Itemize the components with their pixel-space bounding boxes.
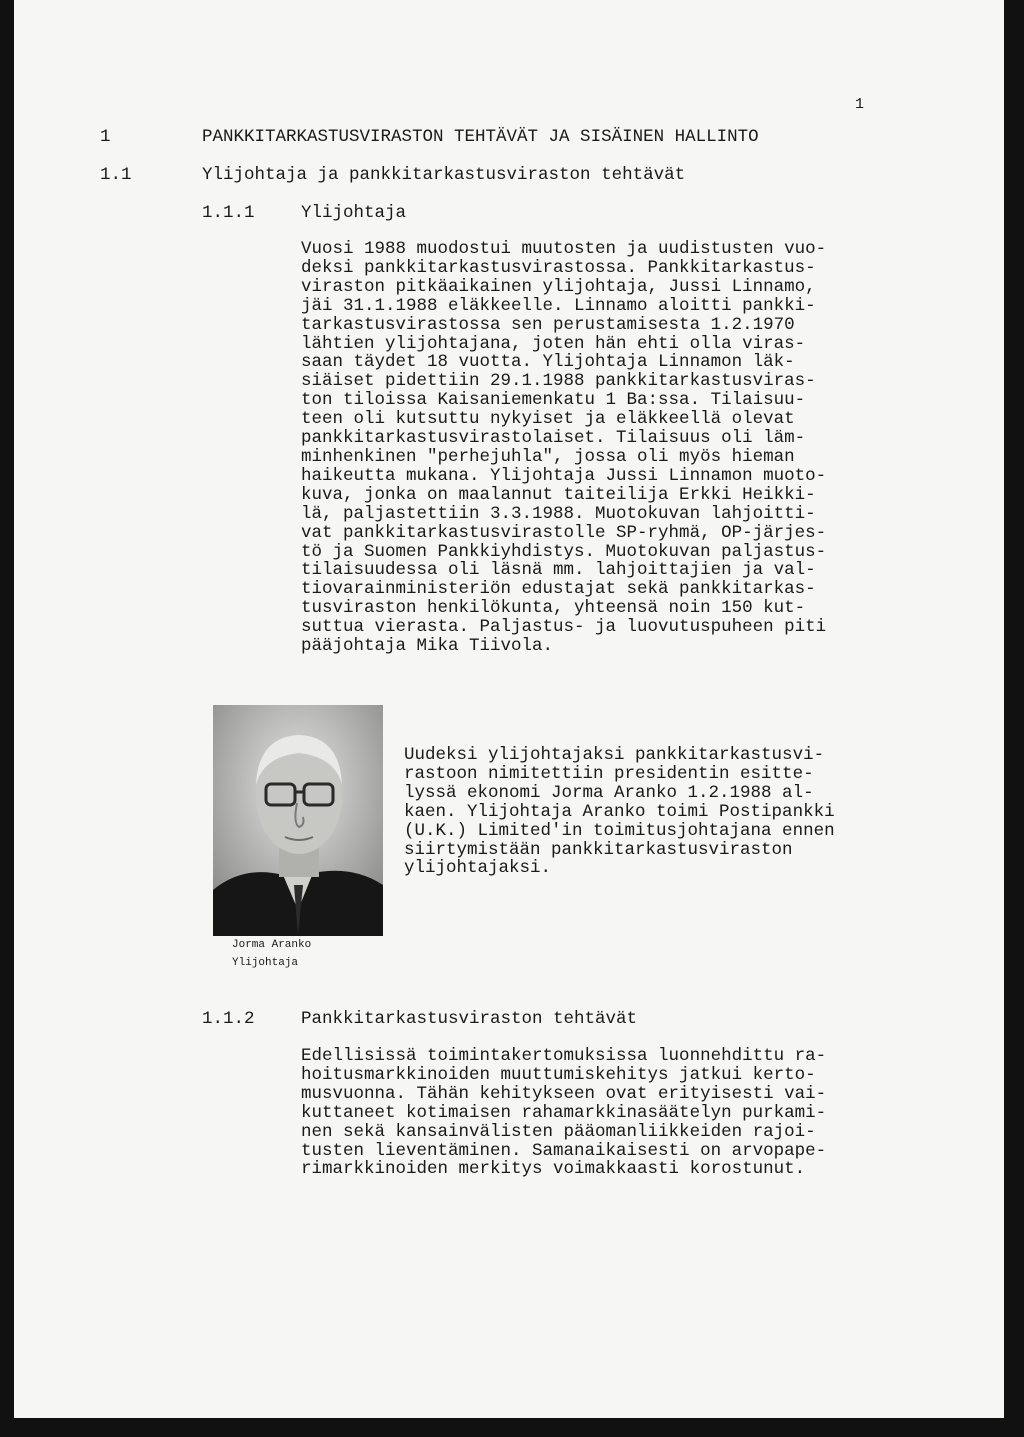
- text-line: nen sekä kansainvälisten pääomanliikkeiden rajoi-: [301, 1121, 816, 1142]
- section-112-title: Pankkitarkastusviraston tehtävät: [301, 1009, 638, 1029]
- text-line: vat pankkitarkastusvirastolle SP-ryhmä, OP-järjes-: [301, 522, 827, 543]
- text-line: pääjohtaja Mika Tiivola.: [301, 636, 554, 657]
- heading-1-number: 1: [100, 127, 111, 147]
- text-line: tiovarainministeriön edustajat sekä pankkitarkas-: [301, 579, 816, 600]
- section-111-body: [301, 240, 826, 656]
- heading-2-number: 1.1: [100, 165, 132, 185]
- text-line: Vuosi 1988 muodostui muutosten ja uudistusten vuo-: [301, 239, 827, 259]
- text-line: kuva, jonka on maalannut taiteilija Erkki Heikki-: [301, 484, 816, 505]
- text-line: haikeutta mukana. Ylijohtaja Jussi Linnamon muoto-: [301, 465, 827, 486]
- text-line: teen oli kutsuttu nykyiset ja eläkkeellä olevat: [301, 409, 795, 430]
- section-112-number: 1.1.2: [202, 1009, 255, 1029]
- page-number: 1: [855, 96, 865, 113]
- section-112-body: [301, 1047, 826, 1179]
- text-line: siäiset pidettiin 29.1.1988 pankkitarkastusviras-: [301, 371, 816, 392]
- text-line: tarkastusvirastossa sen perustamisesta 1.2.1970: [301, 314, 795, 335]
- text-line: hoitusmarkkinoiden muuttumiskehitys jatkui kerto-: [301, 1064, 816, 1085]
- text-line: lä, paljastettiin 3.3.1988. Muotokuvan lahjoitti-: [301, 503, 816, 524]
- text-line: ton tiloissa Kaisaniemenkatu 1 Ba:ssa. Tilaisuu-: [301, 390, 806, 411]
- text-line: tö ja Suomen Pankkiyhdistys. Muotokuvan paljastus-: [301, 541, 827, 562]
- portrait-photo: [213, 705, 383, 936]
- portrait-image: [213, 705, 383, 936]
- text-line: rimarkkinoiden merkitys voimakkaasti korostunut.: [301, 1159, 806, 1180]
- photo-caption-role: Ylijohtaja: [232, 957, 299, 969]
- text-line: tusviraston henkilökunta, yhteensä noin 150 kut-: [301, 598, 806, 619]
- text-line: lyssä ekonomi Jorma Aranko 1.2.1988 al-: [404, 782, 814, 803]
- text-line: saan täydet 18 vuotta. Ylijohtaja Linnamon läk-: [301, 352, 795, 373]
- text-line: Uudeksi ylijohtajaksi pankkitarkastusvi-: [404, 745, 825, 765]
- heading-2-title: Ylijohtaja ja pankkitarkastusviraston tehtävät: [202, 165, 686, 185]
- text-line: siirtymistään pankkitarkastusviraston: [404, 839, 793, 860]
- text-line: suttua vierasta. Paljastus- ja luovutuspuheen piti: [301, 617, 827, 638]
- photo-caption-name: Jorma Aranko: [232, 939, 312, 951]
- text-line: jäi 31.1.1988 eläkkeelle. Linnamo aloitti pankki-: [301, 295, 816, 316]
- text-line: minhenkinen "perhejuhla", jossa oli myös hieman: [301, 446, 795, 467]
- text-line: kaen. Ylijohtaja Aranko toimi Postipankki: [404, 801, 835, 822]
- section-111-number: 1.1.1: [202, 203, 255, 223]
- text-line: pankkitarkastusvirastolaiset. Tilaisuus oli läm-: [301, 428, 806, 449]
- text-line: rastoon nimitettiin presidentin esitte-: [404, 763, 814, 784]
- text-line: (U.K.) Limited'in toimitusjohtajana ennen: [404, 820, 835, 841]
- text-line: Edellisissä toimintakertomuksissa luonnehdittu ra-: [301, 1046, 827, 1066]
- appointment-paragraph: [404, 746, 835, 878]
- text-line: lähtien ylijohtajana, joten hän ehti olla viras-: [301, 333, 806, 354]
- text-line: musvuonna. Tähän kehitykseen ovat erityisesti vai-: [301, 1083, 827, 1104]
- text-line: viraston pitkäaikainen ylijohtaja, Jussi Linnamo,: [301, 276, 816, 297]
- text-line: tilaisuudessa oli läsnä mm. lahjoittajien ja val-: [301, 560, 816, 581]
- text-line: tusten lieventäminen. Samanaikaisesti on arvopape-: [301, 1140, 827, 1161]
- text-line: deksi pankkitarkastusvirastossa. Pankkitarkastus-: [301, 257, 816, 278]
- text-line: ylijohtajaksi.: [404, 858, 552, 879]
- section-111-title: Ylijohtaja: [301, 203, 407, 223]
- heading-1-title: PANKKITARKASTUSVIRASTON TEHTÄVÄT JA SISÄINEN HALLINTO: [202, 127, 759, 147]
- text-line: kuttaneet kotimaisen rahamarkkinasäätelyn purkami-: [301, 1102, 827, 1123]
- document-page: [14, 0, 1004, 1418]
